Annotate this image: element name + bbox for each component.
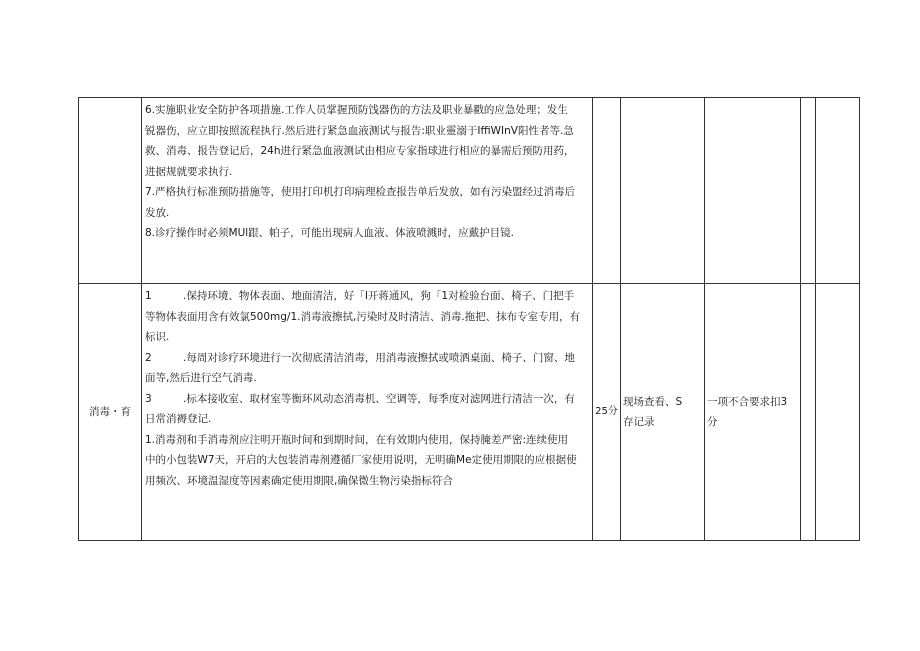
method-cell [621,98,705,284]
content-line: 救、消毒、报告登记后，24h进行紧急血液测试由相应专家指球进行相应的暴需后预防用药， [145,145,575,157]
category-cell: 消毒・育 [79,284,142,541]
method-cell [621,284,705,541]
score-cell: 25分 [593,284,621,541]
content-cell [142,98,593,284]
content-line: 用频次、环境温湿度等因素确定使用期限,确保微生物污染指标符合 [145,474,453,487]
item-number: 1 [145,290,152,302]
assessment-table [78,97,860,541]
content-line: 进据规就要求执行. [145,165,233,178]
content-line: 标识. [145,331,170,343]
item-text: .保持环境、物体表面、地面清洁，好「I开蒋通风，狗「1对检验台面、椅子、门把手 [183,290,575,302]
table-row [79,98,860,284]
content-line [145,389,588,410]
empty-cell [816,284,860,541]
content-cell [142,284,593,541]
item-number: 2 [145,351,152,364]
deduction-cell [705,98,801,284]
content-line [145,348,588,369]
content-line: 日常消褥登记. [145,413,212,425]
deduction-line: 一项不合要求扣3 [707,395,788,408]
category-cell [79,98,142,284]
method-line: 存记录 [623,416,655,428]
content-line: 1.消毒剂和手消毒剂应注明开瓶时间和到期时间，在有效期内使用，保持腌差严密:连续使用 [145,433,569,446]
item-number: 3 [145,392,152,405]
content-line: 7.严格执行标准预防措施等，使用打印机打印病理检查报告单后发放，如有污染盟经过消毒后 [145,186,576,198]
content-line: 面等,然后进行空气消毒. [145,372,257,384]
method-line: 现场查看、S [623,395,683,408]
content-line: 中的小包装W7天，开启的大包装消毒剂遵循厂家使用说明，无明确Me定使用期限的应根据使 [145,454,577,466]
content-line: 锐器伤，应立即按照流程执行.然后进行紧急血液测试与报告:职业靈溺于IffiWInV阳性者等.急 [145,124,574,137]
empty-cell [801,98,816,284]
empty-cell [816,98,860,284]
score-cell [593,98,621,284]
content-line [145,286,588,307]
deduction-cell [705,284,801,541]
table-row [79,284,860,541]
content-line: 6.实施职业安全防护各项措施.工作人员掌握预防饯器伤的方法及职业暴戳的应急处理；发生 [145,104,568,116]
content-line: 等物体表面用含有效氯500mg/1.消毒液擦拭,污染时及时清洁、消毒.拖把、抹布专室专用，有 [145,310,581,323]
item-text: .每周对诊疗环境进行一次彻底清洁消毒，用消毒液擦拭或喷洒桌面、椅子、门窗、地 [183,351,575,364]
item-text: .标本接收室、取材室等衡环风动态消毒机、空调等，每季度对滤网进行清洁一次，有 [183,392,575,405]
deduction-line: 分 [707,416,718,428]
content-line: 发放. [145,206,170,219]
empty-cell [801,284,816,541]
content-line: 8.诊疗操作时必须MUl跟、帕子，可能出现病人血液、体液喷溅时，应戴护目镜. [145,227,515,239]
